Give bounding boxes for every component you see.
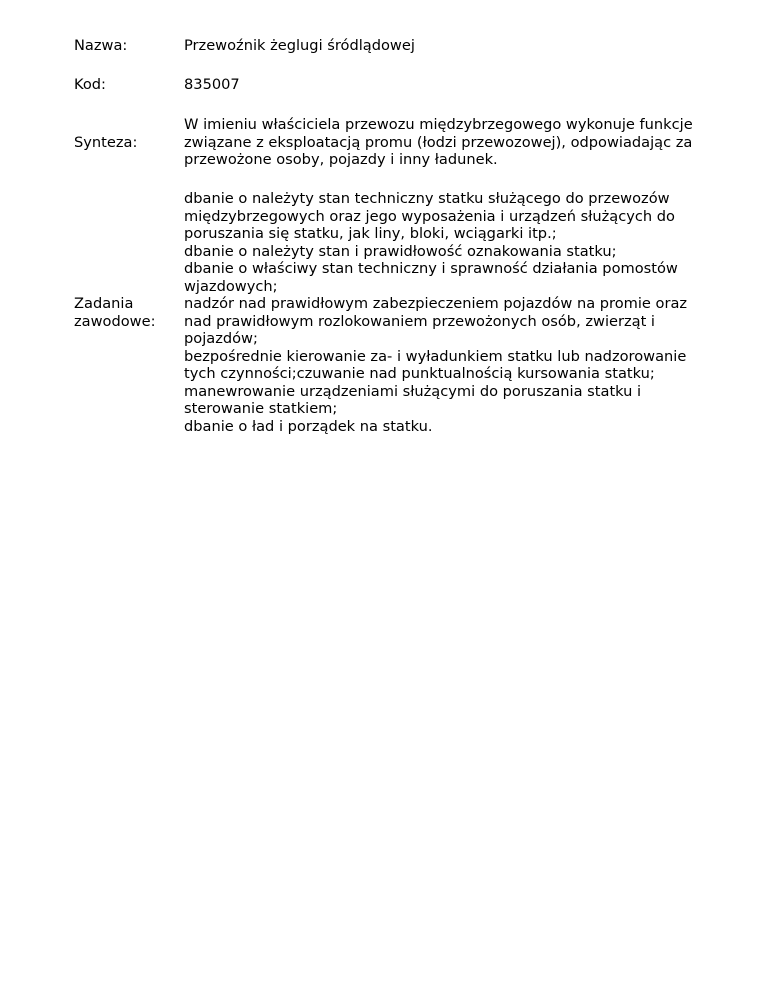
task-item: manewrowanie urządzeniami służącymi do poruszania statku i sterowanie statkiem; [184,382,646,417]
code-label: Kod: [74,76,106,93]
task-item: dbanie o właściwy stan techniczny i sprawność działania pomostów wjazdowych; [184,260,683,295]
task-item: bezpośrednie kierowanie za- i wyładunkiem statku lub nadzorowanie tych czynności;czuwanie nad punktualnością kursowania statku; [184,347,691,382]
task-item: nadzór nad prawidłowym zabezpieczeniem pojazdów na promie oraz nad prawidłowym rozlokowaniem przewożonych osób, zwierząt i pojazdów; [184,295,692,347]
code-row [74,76,714,94]
name-label: Nazwa: [74,37,128,54]
task-item: dbanie o ład i porządek na statku. [184,417,433,435]
code-value: 835007 [184,76,240,93]
name-value: Przewoźnik żeglugi śródlądowej [184,37,415,54]
synthesis-label: Synteza: [74,133,138,151]
tasks-label: Zadania zawodowe: [74,295,156,330]
tasks-list [184,190,714,435]
tasks-row [74,190,714,435]
synthesis-row [74,116,714,169]
synthesis-value: W imieniu właściciela przewozu międzybrzegowego wykonuje funkcje związane z eksploatacją promu (łodzi przewozowej), odpowiadając za przewożone osoby, pojazdy i inny ładunek. [184,116,693,169]
task-item: dbanie o należyty stan techniczny statku służącego do przewozów międzybrzegowych oraz jego wyposażenia i urządzeń służących do poruszania się statku, jak liny, bloki, wciągarki itp.; [184,190,680,242]
task-item: dbanie o należyty stan i prawidłowość oznakowania statku; [184,242,617,260]
name-row [74,37,714,55]
